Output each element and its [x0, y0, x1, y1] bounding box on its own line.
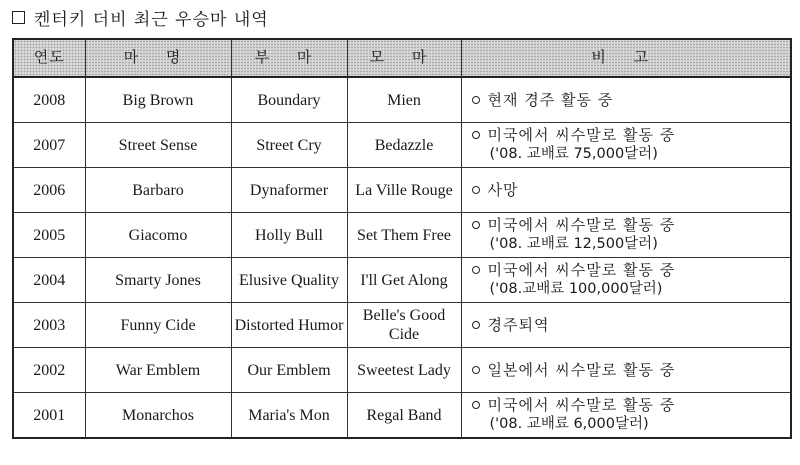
cell-sire: Street Cry [231, 123, 347, 168]
cell-sire: Elusive Quality [231, 258, 347, 303]
note-text: 사망 [487, 180, 519, 199]
circle-bullet-icon [472, 96, 480, 104]
cell-horse-name: Big Brown [85, 77, 231, 123]
note-detail: ('08. 교배료 12,500달러) [489, 236, 658, 252]
table-row [13, 303, 791, 348]
table-header-row [13, 39, 791, 77]
cell-horse-name: Giacomo [85, 213, 231, 258]
table-row [13, 393, 791, 439]
note-line [472, 126, 788, 145]
cell-sire: Our Emblem [231, 348, 347, 393]
cell-year: 2003 [13, 303, 85, 348]
note-line [472, 396, 788, 415]
circle-bullet-icon [472, 366, 480, 374]
cell-year: 2005 [13, 213, 85, 258]
cell-sire: Dynaformer [231, 168, 347, 213]
note-text: 미국에서 씨수말로 활동 중 [487, 261, 676, 279]
header-year: 연도 [13, 39, 85, 77]
table-row [13, 258, 791, 303]
note-text: 경주퇴역 [487, 315, 550, 334]
note-text: 현재 경주 활동 중 [487, 90, 614, 109]
cell-year: 2006 [13, 168, 85, 213]
cell-note [461, 168, 791, 213]
header-sire: 부 마 [231, 39, 347, 77]
table-row [13, 213, 791, 258]
table-row [13, 168, 791, 213]
note-detail: ('08. 교배료 6,000달러) [489, 416, 649, 432]
cell-dam: Belle's Good Cide [347, 303, 461, 348]
circle-bullet-icon [472, 401, 480, 409]
table-row [13, 77, 791, 123]
cell-note [461, 77, 791, 123]
circle-bullet-icon [472, 131, 480, 139]
cell-horse-name: Monarchos [85, 393, 231, 439]
cell-sire: Maria's Mon [231, 393, 347, 439]
note-text: 미국에서 씨수말로 활동 중 [487, 126, 676, 144]
derby-winners-table [12, 38, 792, 439]
cell-year: 2008 [13, 77, 85, 123]
circle-bullet-icon [472, 221, 480, 229]
cell-note [461, 393, 791, 439]
note-detail: ('08. 교배료 75,000달러) [489, 146, 658, 162]
cell-horse-name: War Emblem [85, 348, 231, 393]
cell-year: 2001 [13, 393, 85, 439]
note-text: 미국에서 씨수말로 활동 중 [487, 216, 676, 234]
cell-sire: Distorted Humor [231, 303, 347, 348]
document-title [12, 4, 269, 30]
cell-horse-name: Funny Cide [85, 303, 231, 348]
cell-dam: La Ville Rouge [347, 168, 461, 213]
cell-note [461, 123, 791, 168]
note-line [472, 361, 788, 380]
cell-dam: I'll Get Along [347, 258, 461, 303]
cell-note [461, 213, 791, 258]
header-dam: 모 마 [347, 39, 461, 77]
cell-year: 2002 [13, 348, 85, 393]
note-line [472, 216, 788, 235]
note-text: 일본에서 씨수말로 활동 중 [487, 360, 676, 379]
note-text: 미국에서 씨수말로 활동 중 [487, 396, 676, 414]
cell-dam: Mien [347, 77, 461, 123]
circle-bullet-icon [472, 186, 480, 194]
header-horse: 마 명 [85, 39, 231, 77]
checkbox-square-icon [12, 11, 25, 24]
note-line [472, 261, 788, 280]
cell-horse-name: Street Sense [85, 123, 231, 168]
cell-year: 2004 [13, 258, 85, 303]
cell-dam: Regal Band [347, 393, 461, 439]
cell-year: 2007 [13, 123, 85, 168]
document-title-text: 켄터키 더비 최근 우승마 내역 [34, 9, 269, 30]
cell-sire: Boundary [231, 77, 347, 123]
note-line [472, 316, 788, 335]
cell-dam: Bedazzle [347, 123, 461, 168]
header-note: 비 고 [461, 39, 791, 77]
circle-bullet-icon [472, 266, 480, 274]
circle-bullet-icon [472, 321, 480, 329]
note-line [472, 91, 788, 110]
table-row [13, 123, 791, 168]
cell-horse-name: Barbaro [85, 168, 231, 213]
note-detail: ('08.교배료 100,000달러) [489, 281, 663, 297]
cell-horse-name: Smarty Jones [85, 258, 231, 303]
cell-note [461, 348, 791, 393]
table-row [13, 348, 791, 393]
cell-note [461, 258, 791, 303]
cell-dam: Set Them Free [347, 213, 461, 258]
note-line [472, 181, 788, 200]
cell-note [461, 303, 791, 348]
cell-sire: Holly Bull [231, 213, 347, 258]
cell-dam: Sweetest Lady [347, 348, 461, 393]
